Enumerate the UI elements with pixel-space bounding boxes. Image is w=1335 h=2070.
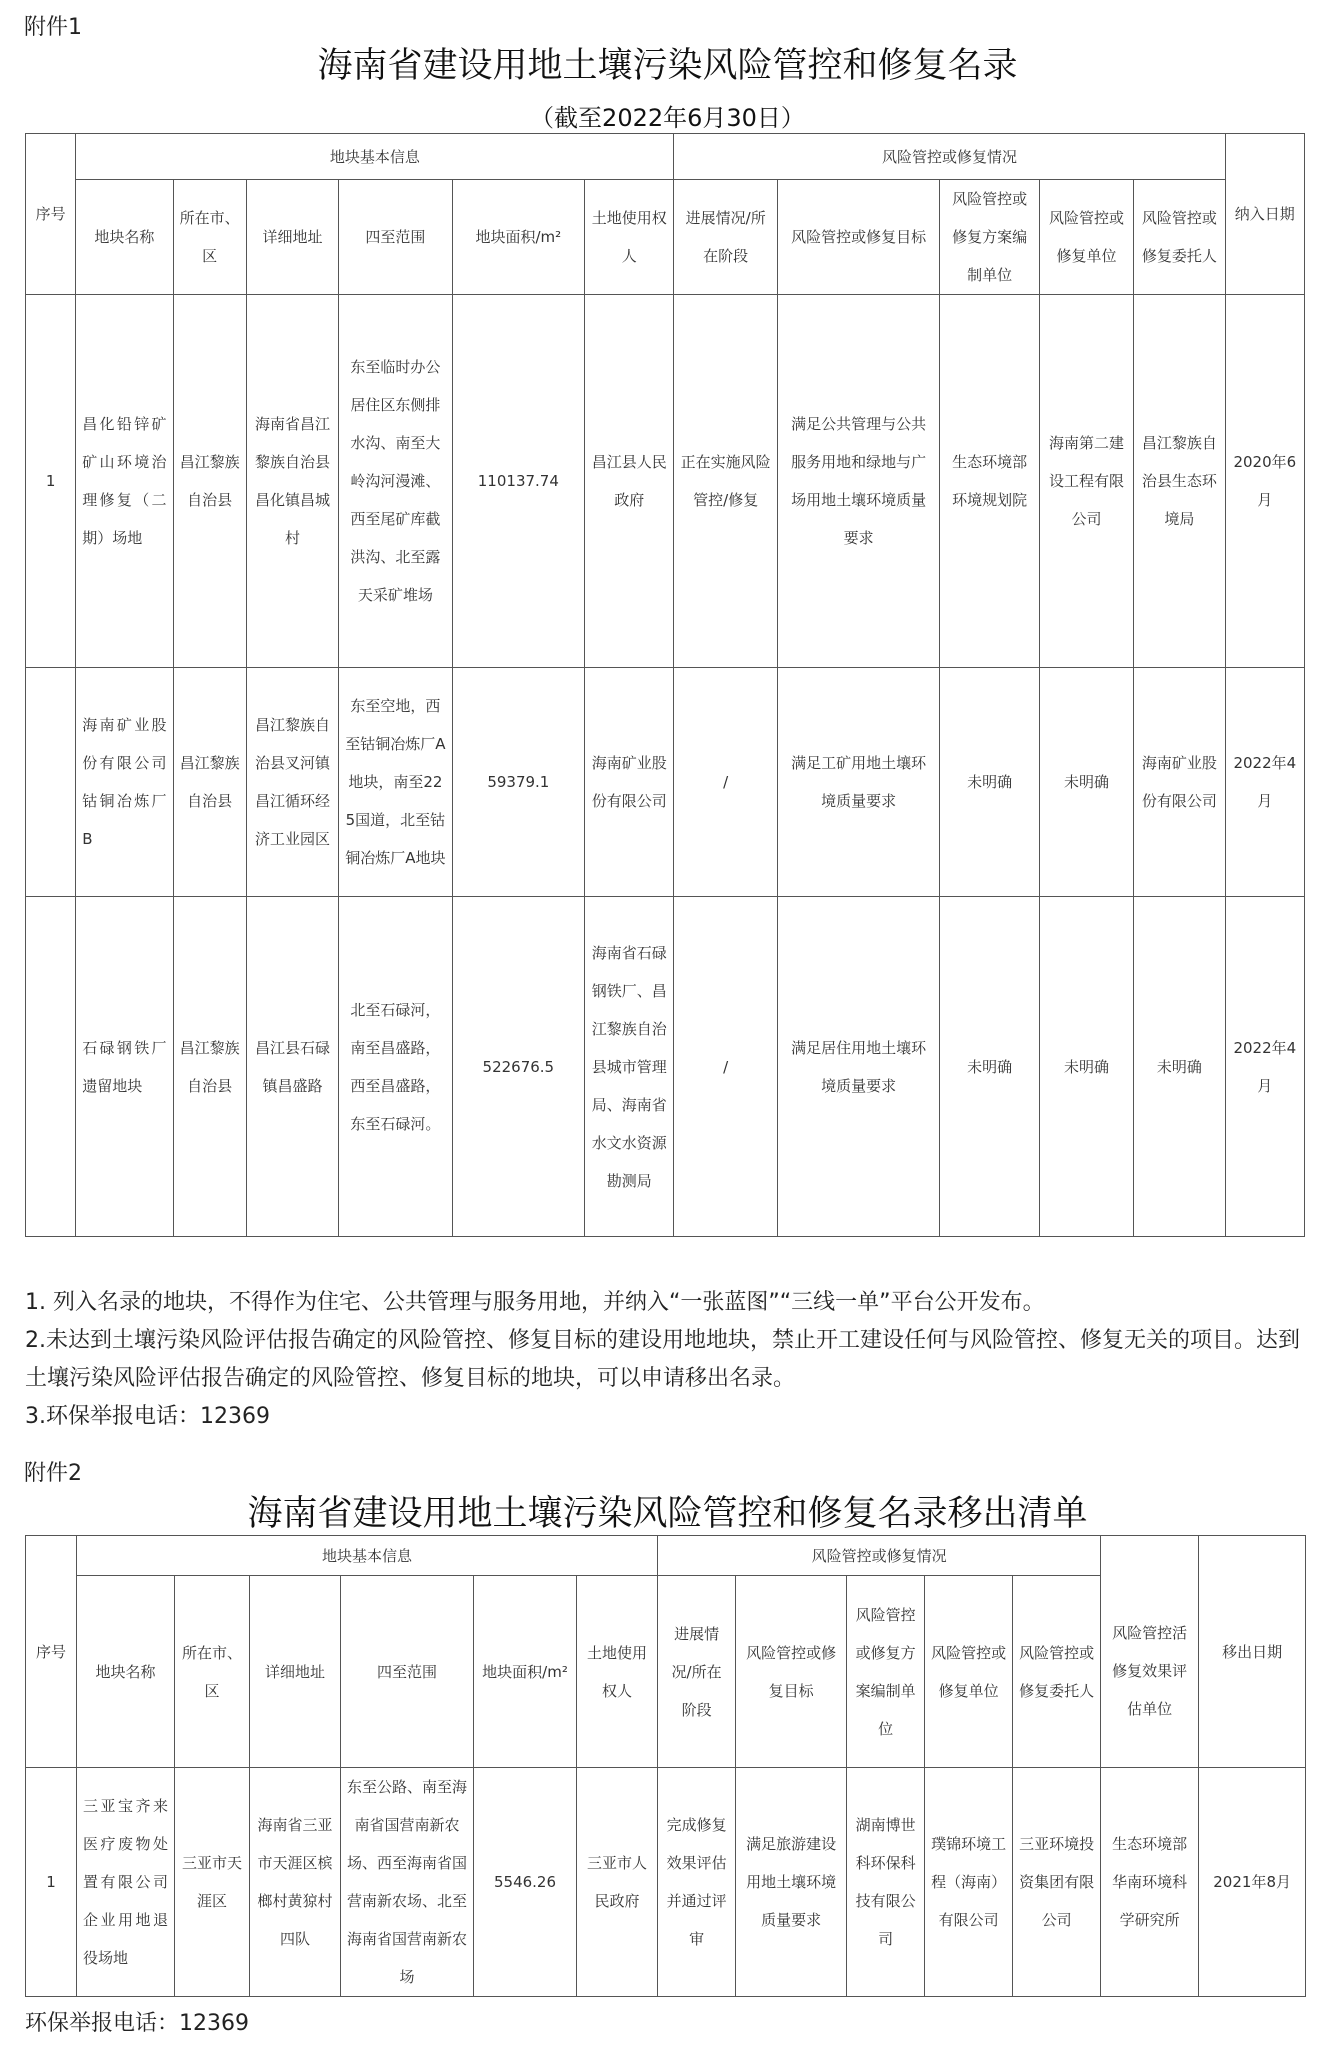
cell-date: 2020年6月 xyxy=(1225,295,1304,668)
col-progress: 进展情况/所在阶段 xyxy=(658,1576,736,1768)
cell-name: 石碌钢铁厂遗留地块 xyxy=(76,897,173,1237)
cell-owner: 海南矿业股份有限公司 xyxy=(585,668,674,897)
cell-target: 满足工矿用地土壤环境质量要求 xyxy=(777,668,940,897)
cell-date: 2021年8月 xyxy=(1199,1768,1306,1997)
table-row xyxy=(26,295,1305,668)
cell-progress: 完成修复效果评估并通过评审 xyxy=(658,1768,736,1997)
cell-bounds: 东至临时办公居住区东侧排水沟、南至大岭沟河漫滩、西至尾矿库截洪沟、北至露天采矿堆场 xyxy=(339,295,452,668)
cell-address: 海南省三亚市天涯区槟榔村黄猄村四队 xyxy=(250,1768,341,1997)
cell-seq xyxy=(26,668,76,897)
cell-city: 昌江黎族自治县 xyxy=(173,897,246,1237)
cell-exec-unit: 未明确 xyxy=(1039,897,1133,1237)
cell-plan-unit: 未明确 xyxy=(940,668,1039,897)
seq-header: 序号 xyxy=(26,134,76,295)
cell-eval-unit: 生态环境部华南环境科学研究所 xyxy=(1101,1768,1199,1997)
annex2-label: 附件2 xyxy=(24,1461,82,1486)
basic-info-header: 地块基本信息 xyxy=(76,134,674,180)
cell-area: 5546.26 xyxy=(474,1768,577,1997)
include-date-header: 纳入日期 xyxy=(1225,134,1304,295)
col-owner: 土地使用权人 xyxy=(585,180,674,295)
col-city: 所在市、区 xyxy=(173,180,246,295)
cell-name: 三亚宝齐来医疗废物处置有限公司企业用地退役场地 xyxy=(77,1768,175,1997)
cell-name: 昌化铅锌矿矿山环境治理修复（二期）场地 xyxy=(76,295,173,668)
cell-city: 昌江黎族自治县 xyxy=(173,668,246,897)
col-address: 详细地址 xyxy=(246,180,338,295)
annex2-title: 海南省建设用地土壤污染风险管控和修复名录移出清单 xyxy=(247,1494,1088,1534)
col-name: 地块名称 xyxy=(77,1576,175,1768)
cell-client: 未明确 xyxy=(1134,897,1225,1237)
col-client: 风险管控或修复委托人 xyxy=(1134,180,1225,295)
col-area: 地块面积/m² xyxy=(474,1576,577,1768)
cell-owner: 海南省石碌钢铁厂、昌江黎族自治县城市管理局、海南省水文水资源勘测局 xyxy=(585,897,674,1237)
col-bounds: 四至范围 xyxy=(341,1576,474,1768)
seq-header: 序号 xyxy=(26,1536,77,1768)
cell-client: 昌江黎族自治县生态环境局 xyxy=(1134,295,1225,668)
cell-progress: / xyxy=(674,668,777,897)
cell-date: 2022年4月 xyxy=(1225,897,1304,1237)
col-exec-unit: 风险管控或修复单位 xyxy=(1039,180,1133,295)
col-client: 风险管控或修复委托人 xyxy=(1013,1576,1101,1768)
cell-target: 满足居住用地土壤环境质量要求 xyxy=(777,897,940,1237)
cell-area: 59379.1 xyxy=(452,668,585,897)
cell-city: 昌江黎族自治县 xyxy=(173,295,246,668)
note-2: 2.未达到土壤污染风险评估报告确定的风险管控、修复目标的建设用地地块，禁止开工建设任何与风险管控、修复无关的项目。达到土壤污染风险评估报告确定的风险管控、修复目标的地块，可以申请移出名录。 xyxy=(25,1328,1300,1391)
basic-info-header: 地块基本信息 xyxy=(77,1536,658,1576)
col-plan-unit: 风险管控或修复方案编制单位 xyxy=(940,180,1039,295)
annex1-title: 海南省建设用地土壤污染风险管控和修复名录 xyxy=(317,46,1018,86)
risk-info-header: 风险管控或修复情况 xyxy=(674,134,1225,180)
cell-target: 满足旅游建设用地土壤环境质量要求 xyxy=(736,1768,847,1997)
cell-address: 海南省昌江黎族自治县昌化镇昌城村 xyxy=(246,295,338,668)
annex1-label: 附件1 xyxy=(24,15,82,40)
note-1: 1. 列入名录的地块，不得作为住宅、公共管理与服务用地，并纳入“一张蓝图”“三线一单”平台公开发布。 xyxy=(25,1290,1045,1315)
col-plan-unit: 风险管控或修复方案编制单位 xyxy=(847,1576,925,1768)
col-eval-unit: 风险管控活修复效果评估单位 xyxy=(1101,1576,1199,1768)
cell-target: 满足公共管理与公共服务用地和绿地与广场用地土壤环境质量要求 xyxy=(777,295,940,668)
col-target: 风险管控或修复目标 xyxy=(736,1576,847,1768)
eval-header-blank xyxy=(1101,1536,1199,1576)
cell-owner: 三亚市人民政府 xyxy=(577,1768,658,1997)
annex1-subtitle: （截至2022年6月30日） xyxy=(530,104,805,132)
col-city: 所在市、区 xyxy=(175,1576,250,1768)
col-progress: 进展情况/所在阶段 xyxy=(674,180,777,295)
table-row xyxy=(26,1768,1306,1997)
cell-name: 海南矿业股份有限公司钴铜冶炼厂B xyxy=(76,668,173,897)
cell-progress: / xyxy=(674,897,777,1237)
remove-date-header: 移出日期 xyxy=(1199,1536,1306,1768)
cell-area: 522676.5 xyxy=(452,897,585,1237)
cell-bounds: 东至空地，西至钴铜冶炼厂A地块，南至225国道，北至钴铜冶炼厂A地块 xyxy=(339,668,452,897)
cell-progress: 正在实施风险管控/修复 xyxy=(674,295,777,668)
cell-area: 110137.74 xyxy=(452,295,585,668)
cell-address: 昌江黎族自治县叉河镇昌江循环经济工业园区 xyxy=(246,668,338,897)
col-bounds: 四至范围 xyxy=(339,180,452,295)
col-owner: 土地使用权人 xyxy=(577,1576,658,1768)
annex2-table xyxy=(25,1535,1306,1997)
table-row xyxy=(26,897,1305,1237)
cell-plan-unit: 湖南博世科环保科技有限公司 xyxy=(847,1768,925,1997)
annex1-table xyxy=(25,133,1305,1237)
cell-exec-unit: 璞锦环境工程（海南）有限公司 xyxy=(925,1768,1013,1997)
annex2-footer: 环保举报电话：12369 xyxy=(25,2011,249,2036)
table-row xyxy=(26,668,1305,897)
cell-bounds: 北至石碌河，南至昌盛路，西至昌盛路，东至石碌河。 xyxy=(339,897,452,1237)
col-address: 详细地址 xyxy=(250,1576,341,1768)
cell-plan-unit: 生态环境部环境规划院 xyxy=(940,295,1039,668)
cell-address: 昌江县石碌镇昌盛路 xyxy=(246,897,338,1237)
cell-client: 海南矿业股份有限公司 xyxy=(1134,668,1225,897)
note-3: 3.环保举报电话：12369 xyxy=(25,1404,270,1429)
cell-date: 2022年4月 xyxy=(1225,668,1304,897)
annex1-notes xyxy=(25,1284,1315,1436)
risk-info-header: 风险管控或修复情况 xyxy=(658,1536,1101,1576)
cell-bounds: 东至公路、南至海南省国营南新农场、西至海南省国营南新农场、北至海南省国营南新农场 xyxy=(341,1768,474,1997)
cell-owner: 昌江县人民政府 xyxy=(585,295,674,668)
cell-seq: 1 xyxy=(26,1768,77,1997)
col-target: 风险管控或修复目标 xyxy=(777,180,940,295)
cell-seq xyxy=(26,897,76,1237)
col-name: 地块名称 xyxy=(76,180,173,295)
cell-seq: 1 xyxy=(26,295,76,668)
cell-exec-unit: 海南第二建设工程有限公司 xyxy=(1039,295,1133,668)
cell-plan-unit: 未明确 xyxy=(940,897,1039,1237)
cell-city: 三亚市天涯区 xyxy=(175,1768,250,1997)
cell-exec-unit: 未明确 xyxy=(1039,668,1133,897)
col-area: 地块面积/m² xyxy=(452,180,585,295)
cell-client: 三亚环境投资集团有限公司 xyxy=(1013,1768,1101,1997)
col-exec-unit: 风险管控或修复单位 xyxy=(925,1576,1013,1768)
